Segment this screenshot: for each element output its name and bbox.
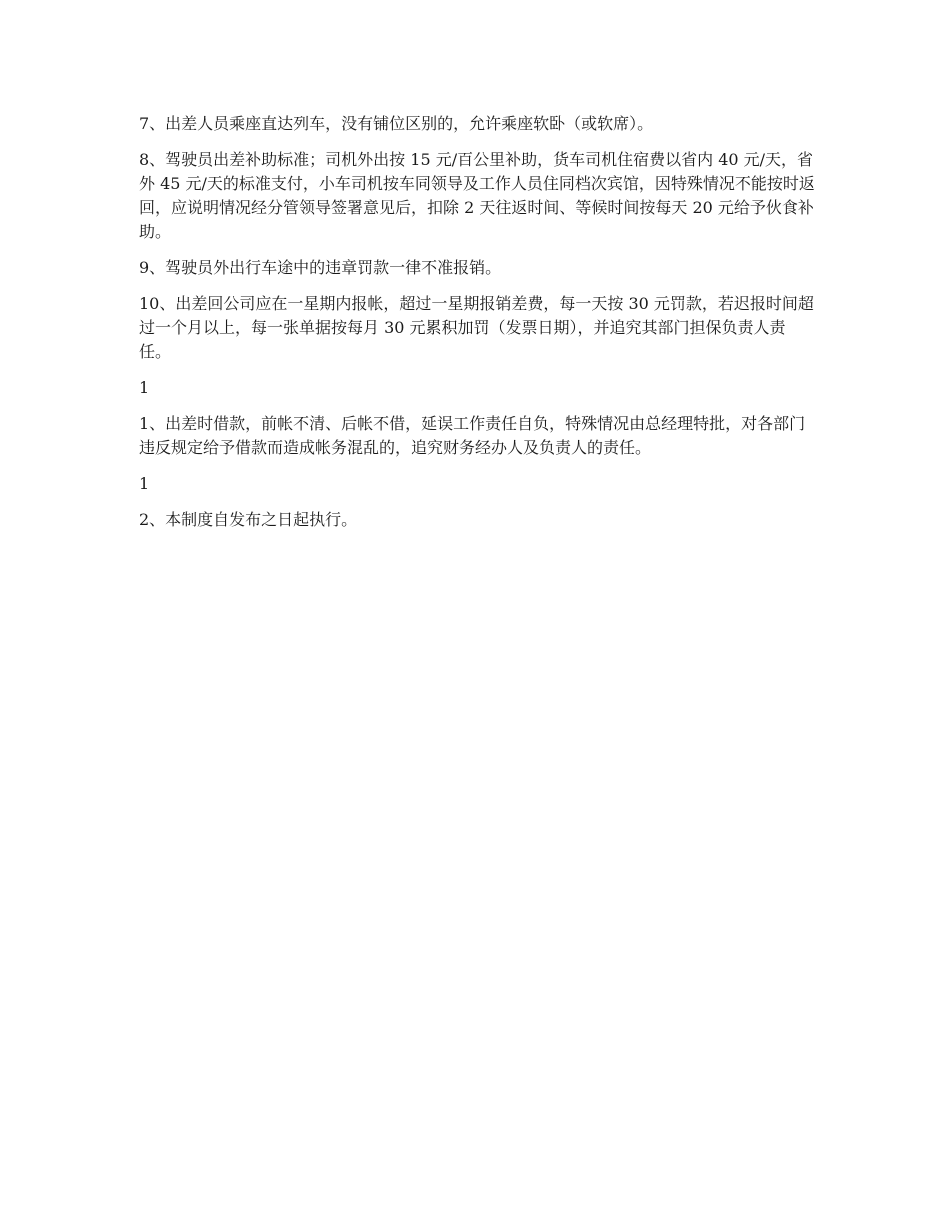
paragraph-item-10: 10、出差回公司应在一星期内报帐，超过一星期报销差费，每一天按 30 元罚款，若迟报时间超过一个月以上，每一张单据按每月 30 元累积加罚（发票日期），并追究其部门担保负责人责任。 <box>139 294 814 361</box>
paragraph-item-12: 2、本制度自发布之日起执行。 <box>139 510 358 529</box>
section-number: 1 <box>139 378 150 397</box>
section-number: 1 <box>139 474 150 493</box>
paragraph-item-7: 7、出差人员乘座直达列车，没有铺位区别的，允许乘座软卧（或软席）。 <box>139 114 654 133</box>
paragraph-item-11: 1、出差时借款，前帐不清、后帐不借，延误工作责任自负，特殊情况由总经理特批，对各部门违反规定给予借款而造成帐务混乱的，追究财务经办人及负责人的责任。 <box>139 414 806 457</box>
paragraph-item-9: 9、驾驶员外出行车途中的违章罚款一律不准报销。 <box>139 258 502 277</box>
paragraph-item-8: 8、驾驶员出差补助标准；司机外出按 15 元/百公里补助，货车司机住宿费以省内 40 元/天，省外 45 元/天的标准支付，小车司机按车同领导及工作人员住同档次宾馆，因特殊情况不能按时返回，应说明情况经分管领导签署意见后，扣除 2 天往返时间、等候时间按每天 20 元给予伙食补助。 <box>139 150 815 241</box>
document-body <box>139 112 815 544</box>
